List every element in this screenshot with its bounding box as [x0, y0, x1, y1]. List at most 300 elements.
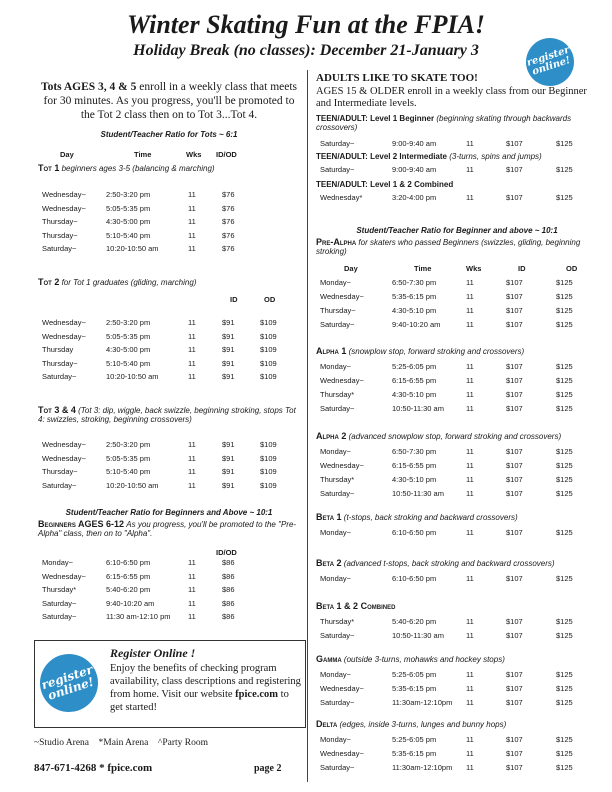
cell-id: $107	[506, 763, 523, 772]
cell-time: 3:20-4:00 pm	[392, 193, 437, 202]
table-row	[316, 698, 600, 711]
cell-p1: $91	[222, 331, 235, 341]
cell-time: 10:50-11:30 am	[392, 404, 444, 413]
cell-p1: $91	[222, 480, 235, 490]
cell-wks: 11	[466, 489, 474, 498]
table-row	[38, 372, 300, 385]
table-row	[38, 558, 300, 571]
price-header	[38, 295, 300, 308]
table-row	[316, 193, 600, 206]
cell-wks: 11	[466, 735, 474, 744]
cell-id: $107	[506, 139, 523, 148]
column-divider	[307, 70, 308, 782]
page-number: page 2	[254, 763, 282, 774]
cell-day: Thursday*	[320, 390, 355, 399]
cell-time: 5:25-6:05 pm	[392, 670, 437, 679]
cell-p1: $91	[222, 467, 235, 477]
section-description: (t-stops, back stroking and backward crossovers)	[343, 513, 518, 522]
register-online-logo[interactable]: register online!	[32, 646, 105, 719]
table-row	[38, 217, 300, 230]
cell-day: Thursday*	[320, 617, 355, 626]
cell-od: $125	[556, 684, 573, 693]
table-row	[38, 190, 300, 203]
table-row	[316, 320, 600, 333]
col-time: Time	[134, 150, 152, 159]
cell-day: Monday~	[320, 278, 352, 287]
cell-wks: 11	[466, 617, 474, 626]
cell-day: Thursday~	[320, 306, 356, 315]
cell-time: 5:35-6:15 pm	[392, 749, 437, 758]
cell-od: $125	[556, 461, 573, 470]
cell-id: $107	[506, 670, 523, 679]
cell-wks: 11	[466, 193, 474, 202]
cell-p1: $91	[222, 453, 235, 463]
section-name: Alpha 2	[316, 431, 347, 441]
cell-day: Saturday~	[320, 139, 355, 148]
cell-time: 11:30 am-12:10 pm	[106, 612, 171, 622]
table-row	[316, 278, 600, 291]
section-name: Tot 2	[38, 277, 60, 287]
register-text	[110, 662, 302, 714]
cell-day: Monday~	[320, 574, 352, 583]
cell-id: $107	[506, 475, 523, 484]
section-heading	[38, 164, 300, 173]
table-row	[38, 318, 300, 331]
register-text-before: Enjoy the benefits of checking program availability, class descriptions and registering from home. Visit our website	[110, 663, 301, 700]
section-description: (advanced t-stops, back stroking and backward crossovers)	[343, 559, 555, 568]
cell-time: 5:05-5:35 pm	[106, 331, 151, 341]
cell-time: 6:10-6:50 pm	[392, 528, 437, 537]
cell-wks: 11	[466, 684, 474, 693]
price-header-label: ID	[230, 295, 238, 304]
section-name: Gamma	[316, 654, 342, 664]
cell-wks: 11	[466, 631, 474, 640]
cell-od: $125	[556, 735, 573, 744]
table-row	[316, 447, 600, 460]
cell-wks: 11	[188, 331, 196, 341]
cell-time: 9:40-10:20 am	[392, 320, 441, 329]
table-row	[38, 244, 300, 257]
col-day: Day	[344, 264, 358, 273]
cell-p1: $76	[222, 203, 235, 213]
cell-day: Saturday~	[42, 598, 77, 608]
cell-p1: $76	[222, 244, 235, 254]
cell-wks: 11	[188, 358, 196, 368]
table-row	[316, 617, 600, 630]
section-heading	[316, 602, 600, 611]
table-row	[316, 475, 600, 488]
cell-p1: $76	[222, 230, 235, 240]
cell-time: 6:50-7:30 pm	[392, 278, 437, 287]
register-heading: Register Online !	[110, 646, 196, 660]
cell-day: Monday~	[320, 447, 352, 456]
cell-id: $107	[506, 292, 523, 301]
cell-p1: $91	[222, 318, 235, 327]
cell-wks: 11	[466, 475, 474, 484]
section-heading	[316, 720, 600, 729]
ratio-adult: Student/Teacher Ratio for Beginner and above ~ 10:1	[356, 226, 558, 235]
table-row	[316, 670, 600, 683]
cell-wks: 11	[188, 203, 196, 213]
table-row	[38, 332, 300, 345]
cell-time: 9:00-9:40 am	[392, 165, 437, 174]
table-row	[316, 574, 600, 587]
ratio-tots: Student/Teacher Ratio for Tots ~ 6:1	[100, 130, 238, 139]
section-heading	[316, 655, 600, 664]
tots-intro-bold: Tots AGES 3, 4 & 5	[40, 81, 137, 93]
register-site-link[interactable]: fpice.com	[235, 689, 279, 700]
cell-time: 6:15-6:55 pm	[106, 571, 151, 581]
table-row	[38, 454, 300, 467]
price-header-label: OD	[264, 295, 276, 304]
cell-wks: 11	[466, 292, 474, 301]
section-description: (outside 3-turns, mohawks and hockey stops)	[343, 655, 505, 664]
section-heading	[38, 278, 300, 287]
cell-p2: $109	[260, 358, 277, 368]
cell-p1: $86	[222, 558, 235, 567]
adults-intro: AGES 15 & OLDER enroll in a weekly class from our Beginner and Intermediate levels.	[316, 86, 587, 109]
cell-day: Monday~	[320, 735, 352, 744]
cell-wks: 11	[188, 612, 196, 622]
cell-wks: 11	[466, 528, 474, 537]
cell-od: $125	[556, 376, 573, 385]
section-description: for skaters who passed Beginners (swizzles, gliding, beginning stroking)	[316, 238, 581, 256]
cell-time: 6:15-6:55 pm	[392, 376, 437, 385]
cell-p1: $91	[222, 345, 235, 355]
cell-day: Thursday~	[42, 467, 78, 477]
col-id-od: ID/OD	[216, 150, 237, 159]
table-row	[38, 345, 300, 358]
cell-id: $107	[506, 489, 523, 498]
cell-p1: $86	[222, 612, 235, 622]
section-description: for Tot 1 graduates (gliding, marching)	[61, 278, 197, 287]
cell-time: 9:00-9:40 am	[392, 139, 437, 148]
cell-time: 11:30am-12:10pm	[392, 763, 453, 772]
cell-p2: $109	[260, 440, 277, 449]
cell-time: 5:35-6:15 pm	[392, 292, 437, 301]
cell-day: Saturday~	[42, 372, 77, 382]
cell-time: 2:50-3:20 pm	[106, 318, 151, 327]
table-row	[316, 362, 600, 375]
table-row	[38, 204, 300, 217]
cell-wks: 11	[466, 376, 474, 385]
cell-wks: 11	[188, 217, 196, 227]
section-name: Tot 3 & 4	[38, 405, 76, 415]
cell-day: Thursday	[42, 345, 74, 355]
section-name: TEEN/ADULT: Level 1 Beginner	[316, 114, 435, 123]
tots-intro	[38, 80, 300, 122]
cell-wks: 11	[466, 749, 474, 758]
cell-day: Wednesday*	[320, 193, 363, 202]
ratio-beginners: Student/Teacher Ratio for Beginners and Above ~ 10:1	[65, 508, 273, 517]
register-text-after: to get started!	[110, 689, 289, 713]
table-row	[38, 612, 300, 625]
section-name: Pre-Alpha	[316, 237, 357, 247]
cell-time: 10:50-11:30 am	[392, 631, 444, 640]
table-row	[316, 404, 600, 417]
cell-wks: 11	[466, 362, 474, 371]
cell-day: Saturday~	[320, 631, 355, 640]
cell-od: $125	[556, 617, 573, 626]
cell-id: $107	[506, 631, 523, 640]
cell-day: Thursday~	[42, 230, 78, 240]
cell-id: $107	[506, 749, 523, 758]
cell-day: Saturday~	[42, 244, 77, 254]
section-heading	[316, 347, 600, 356]
cell-wks: 11	[466, 278, 474, 287]
cell-time: 5:40-6:20 pm	[392, 617, 437, 626]
cell-p1: $86	[222, 585, 235, 595]
cell-day: Thursday*	[320, 475, 355, 484]
cell-time: 5:10-5:40 pm	[106, 467, 151, 477]
section-heading	[316, 180, 600, 189]
cell-id: $107	[506, 193, 523, 202]
cell-day: Wednesday~	[42, 203, 86, 213]
section-name: TEEN/ADULT: Level 1 & 2 Combined	[316, 180, 454, 189]
table-row	[38, 467, 300, 480]
left-column-header	[38, 150, 300, 163]
arena-legend: ~Studio Arena *Main Arena ^Party Room	[34, 738, 208, 748]
cell-od: $125	[556, 475, 573, 484]
cell-day: Monday~	[320, 362, 352, 371]
cell-wks: 11	[188, 244, 196, 254]
cell-day: Wednesday~	[42, 318, 86, 327]
section-description: (advanced snowplow stop, forward stroking and crossovers)	[348, 432, 562, 441]
cell-od: $125	[556, 362, 573, 371]
register-online-badge[interactable]: register online!	[520, 32, 580, 92]
section-heading	[316, 114, 600, 132]
section-description: (Tot 3: dip, wiggle, back swizzle, beginning stroking, stops Tot 4: swizzles, stroking, beginning crossovers)	[38, 406, 296, 424]
cell-wks: 11	[466, 763, 474, 772]
cell-wks: 11	[188, 480, 196, 490]
cell-wks: 11	[188, 558, 196, 567]
col-wks: Wks	[466, 264, 482, 273]
cell-id: $107	[506, 617, 523, 626]
cell-day: Wednesday~	[42, 190, 86, 199]
cell-p2: $109	[260, 372, 277, 382]
cell-day: Monday~	[42, 558, 74, 567]
section-name: Beginners AGES 6-12	[38, 519, 125, 529]
cell-od: $125	[556, 306, 573, 315]
table-row	[38, 572, 300, 585]
cell-wks: 11	[188, 190, 196, 199]
cell-id: $107	[506, 528, 523, 537]
cell-id: $107	[506, 684, 523, 693]
cell-p1: $86	[222, 571, 235, 581]
cell-id: $107	[506, 461, 523, 470]
cell-wks: 11	[466, 698, 474, 707]
col-day: Day	[60, 150, 74, 159]
cell-wks: 11	[466, 320, 474, 329]
tots-intro-text: enroll in a weekly class that meets for 30 minutes. As you progress, you'll be promoted to the Tot 2 class then on to Tot 3...Tot 4.	[43, 81, 298, 121]
adults-heading: ADULTS LIKE TO SKATE TOO!	[316, 72, 478, 84]
cell-id: $107	[506, 447, 523, 456]
table-row	[316, 292, 600, 305]
table-row	[316, 763, 600, 776]
table-row	[316, 749, 600, 762]
cell-p1: $91	[222, 358, 235, 368]
cell-wks: 11	[188, 440, 196, 449]
cell-day: Wednesday~	[42, 571, 86, 581]
cell-od: $125	[556, 670, 573, 679]
table-row	[316, 489, 600, 502]
page-title: Winter Skating Fun at the FPIA!	[126, 10, 486, 39]
cell-id: $107	[506, 574, 523, 583]
cell-id: $107	[506, 362, 523, 371]
cell-time: 6:50-7:30 pm	[392, 447, 437, 456]
col-od: OD	[566, 264, 578, 273]
section-name: Beta 1	[316, 512, 342, 522]
section-heading	[316, 238, 600, 256]
table-row	[38, 585, 300, 598]
section-name: Beta 2	[316, 558, 342, 568]
cell-wks: 11	[188, 453, 196, 463]
table-row	[316, 376, 600, 389]
cell-od: $125	[556, 763, 573, 772]
cell-p1: $76	[222, 217, 235, 227]
section-name: TEEN/ADULT: Level 2 Intermediate	[316, 152, 447, 161]
cell-day: Wednesday~	[320, 461, 364, 470]
cell-time: 5:25-6:05 pm	[392, 735, 437, 744]
cell-od: $125	[556, 292, 573, 301]
section-heading	[316, 559, 600, 568]
cell-p1: $86	[222, 598, 235, 608]
cell-id: $107	[506, 698, 523, 707]
cell-day: Saturday~	[42, 612, 77, 622]
cell-id: $107	[506, 165, 523, 174]
col-time: Time	[414, 264, 432, 273]
cell-wks: 11	[188, 372, 196, 382]
cell-od: $125	[556, 447, 573, 456]
cell-od: $125	[556, 528, 573, 537]
cell-time: 10:20-10:50 am	[106, 244, 159, 254]
col-id: ID	[518, 264, 526, 273]
cell-time: 4:30-5:00 pm	[106, 345, 151, 355]
cell-id: $107	[506, 306, 523, 315]
cell-id: $107	[506, 278, 523, 287]
cell-od: $125	[556, 278, 573, 287]
cell-p1: $91	[222, 372, 235, 382]
cell-wks: 11	[188, 318, 196, 327]
cell-time: 6:15-6:55 pm	[392, 461, 437, 470]
cell-day: Monday~	[320, 670, 352, 679]
cell-wks: 11	[188, 230, 196, 240]
price-header-label: ID/OD	[216, 548, 237, 557]
cell-time: 4:30-5:10 pm	[392, 390, 437, 399]
cell-time: 2:50-3:20 pm	[106, 440, 151, 449]
cell-day: Thursday*	[42, 585, 77, 595]
section-description: (3-turns, spins and jumps)	[449, 152, 542, 161]
cell-time: 6:10-6:50 pm	[392, 574, 437, 583]
table-row	[316, 461, 600, 474]
cell-wks: 11	[188, 585, 196, 595]
section-heading	[316, 432, 600, 441]
cell-time: 6:10-6:50 pm	[106, 558, 151, 567]
section-heading	[316, 513, 600, 522]
cell-time: 5:40-6:20 pm	[106, 585, 151, 595]
cell-time: 4:30-5:00 pm	[106, 217, 151, 227]
section-description: As you progress, you'll be promoted to the "Pre-Alpha" class, then on to "Alpha".	[38, 520, 297, 538]
cell-wks: 11	[466, 404, 474, 413]
cell-od: $125	[556, 404, 573, 413]
cell-wks: 11	[466, 447, 474, 456]
cell-day: Saturday~	[42, 480, 77, 490]
cell-p2: $109	[260, 331, 277, 341]
cell-time: 9:40-10:20 am	[106, 598, 155, 608]
cell-p2: $109	[260, 318, 277, 327]
table-row	[38, 359, 300, 372]
section-heading	[38, 520, 300, 538]
cell-time: 5:25-6:05 pm	[392, 362, 437, 371]
cell-day: Wednesday~	[320, 292, 364, 301]
cell-day: Saturday~	[320, 763, 355, 772]
table-row	[38, 440, 300, 453]
cell-p2: $109	[260, 467, 277, 477]
cell-wks: 11	[466, 670, 474, 679]
section-description: (edges, inside 3-turns, lunges and bunny hops)	[339, 720, 507, 729]
section-heading	[316, 152, 600, 161]
cell-wks: 11	[188, 598, 196, 608]
cell-od: $125	[556, 193, 573, 202]
cell-od: $125	[556, 320, 573, 329]
cell-p1: $91	[222, 440, 235, 449]
cell-time: 4:30-5:10 pm	[392, 475, 437, 484]
section-description: (beginning skating through backwards crossovers)	[316, 114, 572, 132]
cell-day: Saturday~	[320, 404, 355, 413]
cell-day: Wednesday~	[42, 453, 86, 463]
table-row	[316, 306, 600, 319]
cell-id: $107	[506, 735, 523, 744]
cell-day: Saturday~	[320, 320, 355, 329]
cell-day: Wednesday~	[42, 440, 86, 449]
cell-day: Thursday~	[42, 217, 78, 227]
cell-id: $107	[506, 390, 523, 399]
col-wks: Wks	[186, 150, 202, 159]
cell-wks: 11	[466, 306, 474, 315]
table-row	[316, 631, 600, 644]
section-description: (snowplow stop, forward stroking and crossovers)	[348, 347, 525, 356]
cell-day: Wednesday~	[320, 684, 364, 693]
cell-p2: $109	[260, 453, 277, 463]
cell-wks: 11	[466, 574, 474, 583]
table-row	[316, 165, 600, 178]
table-row	[38, 481, 300, 494]
cell-time: 5:10-5:40 pm	[106, 230, 151, 240]
cell-day: Wednesday~	[320, 376, 364, 385]
cell-wks: 11	[466, 139, 474, 148]
footer-contact: 847-671-4268 * fpice.com	[34, 762, 153, 774]
cell-time: 10:20-10:50 am	[106, 372, 159, 382]
table-row	[316, 684, 600, 697]
cell-od: $125	[556, 139, 573, 148]
cell-time: 11:30am-12:10pm	[392, 698, 453, 707]
cell-time: 10:50-11:30 am	[392, 489, 444, 498]
table-row	[316, 390, 600, 403]
cell-time: 2:50-3:20 pm	[106, 190, 151, 199]
cell-wks: 11	[466, 461, 474, 470]
cell-id: $107	[506, 404, 523, 413]
table-row	[316, 139, 600, 152]
page-subtitle: Holiday Break (no classes): December 21-January 3	[133, 42, 479, 59]
cell-day: Monday~	[320, 528, 352, 537]
right-column-header	[316, 264, 600, 277]
cell-time: 5:35-6:15 pm	[392, 684, 437, 693]
cell-time: 4:30-5:10 pm	[392, 306, 437, 315]
cell-wks: 11	[466, 165, 474, 174]
cell-id: $107	[506, 320, 523, 329]
section-name: Tot 1	[38, 163, 60, 173]
cell-time: 5:10-5:40 pm	[106, 358, 151, 368]
